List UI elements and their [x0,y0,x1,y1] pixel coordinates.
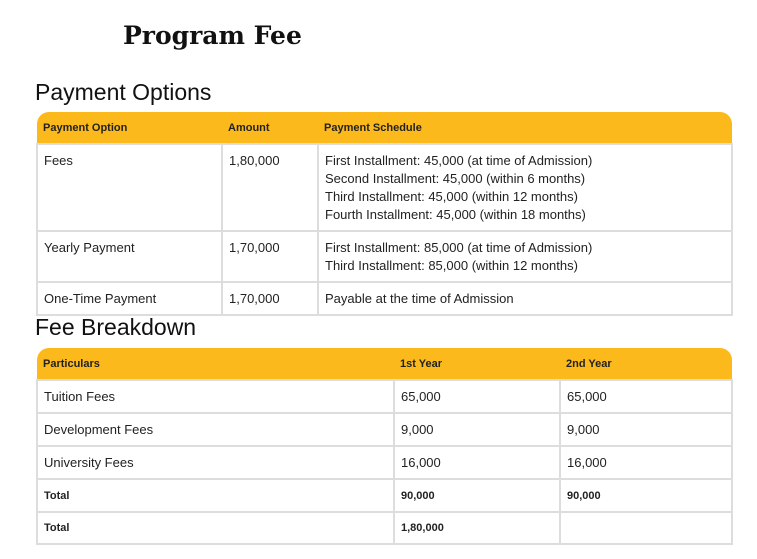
table-row [37,144,732,231]
page-title: Program Fee [123,21,302,50]
column-header-1st-year: 1st Year [394,348,560,380]
column-header-payment-schedule: Payment Schedule [318,112,732,144]
table-row [37,380,732,413]
payment-options-header-row [37,112,732,144]
table-row [37,282,732,315]
total-year1: 1,80,000 [394,512,560,544]
column-header-payment-option: Payment Option [37,112,222,144]
table-row [37,413,732,446]
payment-options-heading: Payment Options [35,79,212,105]
schedule-line: Fourth Installment: 45,000 (within 18 months) [325,207,586,222]
total-year2: 90,000 [560,479,732,512]
payment-schedule-cell [318,144,732,231]
schedule-line: Third Installment: 85,000 (within 12 months) [325,258,578,273]
fee-breakdown-table [36,348,733,545]
payment-schedule-cell [318,231,732,282]
year2-cell: 9,000 [560,413,732,446]
total-year1: 90,000 [394,479,560,512]
schedule-line: Payable at the time of Admission [325,291,514,306]
schedule-line: Third Installment: 45,000 (within 12 months) [325,189,578,204]
total-label: Total [37,512,394,544]
total-row [37,479,732,512]
schedule-line: First Installment: 85,000 (at time of Admission) [325,240,593,255]
table-row [37,231,732,282]
table-row [37,446,732,479]
total-label: Total [37,479,394,512]
schedule-line: First Installment: 45,000 (at time of Admission) [325,153,593,168]
payment-option-cell: One-Time Payment [37,282,222,315]
amount-cell: 1,70,000 [222,282,318,315]
payment-option-cell: Fees [37,144,222,231]
amount-cell: 1,80,000 [222,144,318,231]
fee-breakdown-header-row [37,348,732,380]
column-header-amount: Amount [222,112,318,144]
particular-cell: Development Fees [37,413,394,446]
year2-cell: 65,000 [560,380,732,413]
amount-cell: 1,70,000 [222,231,318,282]
year2-cell: 16,000 [560,446,732,479]
year1-cell: 16,000 [394,446,560,479]
schedule-line: Second Installment: 45,000 (within 6 months) [325,171,586,186]
particular-cell: Tuition Fees [37,380,394,413]
fee-breakdown-heading: Fee Breakdown [35,314,197,340]
particular-cell: University Fees [37,446,394,479]
year1-cell: 65,000 [394,380,560,413]
payment-schedule-cell [318,282,732,315]
total-year2 [560,512,732,544]
total-row [37,512,732,544]
column-header-particulars: Particulars [37,348,394,380]
year1-cell: 9,000 [394,413,560,446]
column-header-2nd-year: 2nd Year [560,348,732,380]
payment-options-table [36,112,733,316]
payment-option-cell: Yearly Payment [37,231,222,282]
